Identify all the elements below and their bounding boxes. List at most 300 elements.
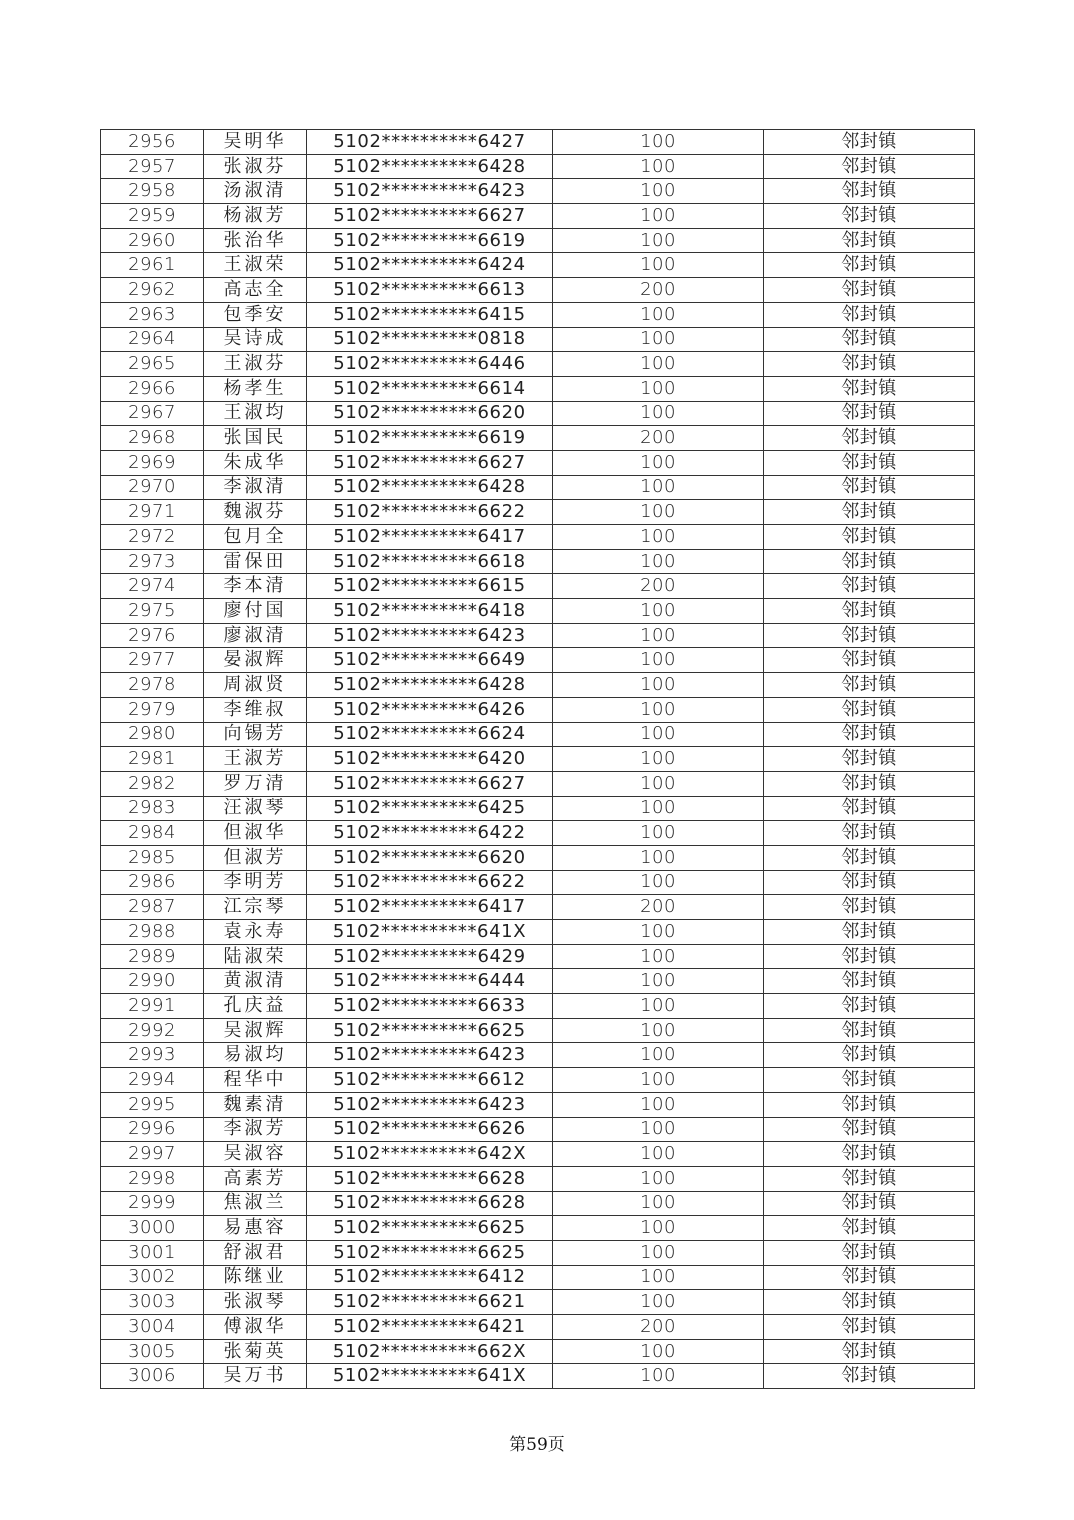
name-cell: 陆淑荣	[204, 944, 307, 969]
serial-number-cell: 2966	[101, 376, 204, 401]
amount-cell: 100	[553, 821, 764, 846]
table-row	[101, 1166, 975, 1191]
town-cell: 邻封镇	[764, 278, 975, 303]
serial-number-cell: 2975	[101, 599, 204, 624]
id-number-cell: 5102**********6423	[307, 1092, 553, 1117]
name-cell: 舒淑君	[204, 1240, 307, 1265]
amount-cell: 100	[553, 253, 764, 278]
town-cell: 邻封镇	[764, 623, 975, 648]
town-cell: 邻封镇	[764, 870, 975, 895]
amount-cell: 100	[553, 352, 764, 377]
serial-number-cell: 2960	[101, 228, 204, 253]
amount-cell: 100	[553, 1142, 764, 1167]
table-row	[101, 845, 975, 870]
table-row	[101, 1240, 975, 1265]
table-row	[101, 253, 975, 278]
id-number-cell: 5102**********6446	[307, 352, 553, 377]
amount-cell: 100	[553, 228, 764, 253]
table-row	[101, 1290, 975, 1315]
amount-cell: 100	[553, 401, 764, 426]
town-cell: 邻封镇	[764, 154, 975, 179]
name-cell: 吴淑容	[204, 1142, 307, 1167]
table-row	[101, 821, 975, 846]
amount-cell: 200	[553, 278, 764, 303]
amount-cell: 100	[553, 673, 764, 698]
town-cell: 邻封镇	[764, 376, 975, 401]
table-row	[101, 1068, 975, 1093]
id-number-cell: 5102**********6415	[307, 302, 553, 327]
serial-number-cell: 2964	[101, 327, 204, 352]
serial-number-cell: 2958	[101, 179, 204, 204]
table-row	[101, 179, 975, 204]
town-cell: 邻封镇	[764, 1043, 975, 1068]
id-number-cell: 5102**********6428	[307, 154, 553, 179]
amount-cell: 100	[553, 130, 764, 155]
serial-number-cell: 2991	[101, 994, 204, 1019]
town-cell: 邻封镇	[764, 969, 975, 994]
town-cell: 邻封镇	[764, 352, 975, 377]
id-number-cell: 5102**********6621	[307, 1290, 553, 1315]
name-cell: 吴明华	[204, 130, 307, 155]
town-cell: 邻封镇	[764, 450, 975, 475]
serial-number-cell: 2965	[101, 352, 204, 377]
id-number-cell: 5102**********6624	[307, 722, 553, 747]
name-cell: 陈继业	[204, 1265, 307, 1290]
serial-number-cell: 2959	[101, 204, 204, 229]
table-row	[101, 722, 975, 747]
table-row	[101, 525, 975, 550]
id-number-cell: 5102**********6619	[307, 426, 553, 451]
serial-number-cell: 2986	[101, 870, 204, 895]
id-number-cell: 5102**********6627	[307, 450, 553, 475]
serial-number-cell: 2997	[101, 1142, 204, 1167]
table-row	[101, 426, 975, 451]
name-cell: 李明芳	[204, 870, 307, 895]
name-cell: 晏淑辉	[204, 648, 307, 673]
table-row	[101, 278, 975, 303]
name-cell: 王淑芬	[204, 352, 307, 377]
table-row	[101, 352, 975, 377]
amount-cell: 100	[553, 1265, 764, 1290]
town-cell: 邻封镇	[764, 1290, 975, 1315]
name-cell: 杨淑芳	[204, 204, 307, 229]
id-number-cell: 5102**********6427	[307, 130, 553, 155]
town-cell: 邻封镇	[764, 228, 975, 253]
serial-number-cell: 2977	[101, 648, 204, 673]
town-cell: 邻封镇	[764, 771, 975, 796]
town-cell: 邻封镇	[764, 1240, 975, 1265]
id-number-cell: 5102**********6628	[307, 1191, 553, 1216]
amount-cell: 100	[553, 1339, 764, 1364]
town-cell: 邻封镇	[764, 426, 975, 451]
serial-number-cell: 2995	[101, 1092, 204, 1117]
name-cell: 魏淑芬	[204, 500, 307, 525]
id-number-cell: 5102**********642X	[307, 1142, 553, 1167]
id-number-cell: 5102**********6627	[307, 771, 553, 796]
id-number-cell: 5102**********6412	[307, 1265, 553, 1290]
id-number-cell: 5102**********6626	[307, 1117, 553, 1142]
id-number-cell: 5102**********6429	[307, 944, 553, 969]
town-cell: 邻封镇	[764, 475, 975, 500]
id-number-cell: 5102**********6421	[307, 1315, 553, 1340]
name-cell: 江宗琴	[204, 895, 307, 920]
serial-number-cell: 2983	[101, 796, 204, 821]
name-cell: 李维叔	[204, 697, 307, 722]
table-row	[101, 327, 975, 352]
table-row	[101, 500, 975, 525]
town-cell: 邻封镇	[764, 525, 975, 550]
name-cell: 但淑芳	[204, 845, 307, 870]
name-cell: 汤淑清	[204, 179, 307, 204]
town-cell: 邻封镇	[764, 500, 975, 525]
roster-table-body	[101, 130, 975, 1389]
amount-cell: 100	[553, 154, 764, 179]
serial-number-cell: 3003	[101, 1290, 204, 1315]
name-cell: 孔庆益	[204, 994, 307, 1019]
name-cell: 杨孝生	[204, 376, 307, 401]
serial-number-cell: 3000	[101, 1216, 204, 1241]
town-cell: 邻封镇	[764, 1315, 975, 1340]
id-number-cell: 5102**********6649	[307, 648, 553, 673]
amount-cell: 100	[553, 302, 764, 327]
amount-cell: 100	[553, 1068, 764, 1093]
serial-number-cell: 2994	[101, 1068, 204, 1093]
amount-cell: 100	[553, 722, 764, 747]
amount-cell: 100	[553, 1018, 764, 1043]
town-cell: 邻封镇	[764, 179, 975, 204]
town-cell: 邻封镇	[764, 1166, 975, 1191]
name-cell: 罗万清	[204, 771, 307, 796]
amount-cell: 100	[553, 697, 764, 722]
town-cell: 邻封镇	[764, 673, 975, 698]
serial-number-cell: 2969	[101, 450, 204, 475]
name-cell: 王淑荣	[204, 253, 307, 278]
name-cell: 张国民	[204, 426, 307, 451]
serial-number-cell: 2962	[101, 278, 204, 303]
amount-cell: 200	[553, 426, 764, 451]
serial-number-cell: 2978	[101, 673, 204, 698]
id-number-cell: 5102**********6418	[307, 599, 553, 624]
town-cell: 邻封镇	[764, 130, 975, 155]
serial-number-cell: 2971	[101, 500, 204, 525]
serial-number-cell: 3006	[101, 1364, 204, 1389]
serial-number-cell: 2987	[101, 895, 204, 920]
id-number-cell: 5102**********6428	[307, 475, 553, 500]
amount-cell: 100	[553, 944, 764, 969]
id-number-cell: 5102**********6422	[307, 821, 553, 846]
amount-cell: 100	[553, 376, 764, 401]
town-cell: 邻封镇	[764, 845, 975, 870]
serial-number-cell: 2979	[101, 697, 204, 722]
name-cell: 张菊英	[204, 1339, 307, 1364]
amount-cell: 100	[553, 845, 764, 870]
serial-number-cell: 2982	[101, 771, 204, 796]
id-number-cell: 5102**********6620	[307, 845, 553, 870]
id-number-cell: 5102**********6628	[307, 1166, 553, 1191]
amount-cell: 100	[553, 1043, 764, 1068]
id-number-cell: 5102**********6423	[307, 179, 553, 204]
amount-cell: 100	[553, 450, 764, 475]
table-row	[101, 475, 975, 500]
serial-number-cell: 2985	[101, 845, 204, 870]
town-cell: 邻封镇	[764, 944, 975, 969]
table-row	[101, 895, 975, 920]
amount-cell: 100	[553, 1191, 764, 1216]
serial-number-cell: 2957	[101, 154, 204, 179]
amount-cell: 100	[553, 870, 764, 895]
town-cell: 邻封镇	[764, 796, 975, 821]
serial-number-cell: 2968	[101, 426, 204, 451]
id-number-cell: 5102**********6615	[307, 574, 553, 599]
amount-cell: 100	[553, 969, 764, 994]
id-number-cell: 5102**********6625	[307, 1216, 553, 1241]
amount-cell: 200	[553, 574, 764, 599]
amount-cell: 100	[553, 1117, 764, 1142]
table-row	[101, 697, 975, 722]
name-cell: 廖淑清	[204, 623, 307, 648]
serial-number-cell: 2974	[101, 574, 204, 599]
name-cell: 程华中	[204, 1068, 307, 1093]
town-cell: 邻封镇	[764, 204, 975, 229]
town-cell: 邻封镇	[764, 1364, 975, 1389]
amount-cell: 100	[553, 327, 764, 352]
town-cell: 邻封镇	[764, 1339, 975, 1364]
table-row	[101, 302, 975, 327]
amount-cell: 100	[553, 796, 764, 821]
amount-cell: 100	[553, 549, 764, 574]
amount-cell: 100	[553, 623, 764, 648]
amount-cell: 100	[553, 994, 764, 1019]
name-cell: 周淑贤	[204, 673, 307, 698]
town-cell: 邻封镇	[764, 994, 975, 1019]
amount-cell: 200	[553, 895, 764, 920]
name-cell: 高素芳	[204, 1166, 307, 1191]
table-row	[101, 130, 975, 155]
town-cell: 邻封镇	[764, 574, 975, 599]
table-row	[101, 920, 975, 945]
id-number-cell: 5102**********6622	[307, 870, 553, 895]
name-cell: 朱成华	[204, 450, 307, 475]
table-row	[101, 599, 975, 624]
name-cell: 魏素清	[204, 1092, 307, 1117]
id-number-cell: 5102**********0818	[307, 327, 553, 352]
table-row	[101, 623, 975, 648]
amount-cell: 100	[553, 920, 764, 945]
id-number-cell: 5102**********6613	[307, 278, 553, 303]
table-row	[101, 1117, 975, 1142]
serial-number-cell: 2988	[101, 920, 204, 945]
name-cell: 包月全	[204, 525, 307, 550]
table-row	[101, 1018, 975, 1043]
name-cell: 张淑琴	[204, 1290, 307, 1315]
serial-number-cell: 2990	[101, 969, 204, 994]
name-cell: 雷保田	[204, 549, 307, 574]
town-cell: 邻封镇	[764, 722, 975, 747]
id-number-cell: 5102**********6423	[307, 1043, 553, 1068]
name-cell: 王淑均	[204, 401, 307, 426]
serial-number-cell: 2963	[101, 302, 204, 327]
serial-number-cell: 3002	[101, 1265, 204, 1290]
table-row	[101, 1315, 975, 1340]
name-cell: 吴淑辉	[204, 1018, 307, 1043]
name-cell: 但淑华	[204, 821, 307, 846]
serial-number-cell: 2956	[101, 130, 204, 155]
id-number-cell: 5102**********6612	[307, 1068, 553, 1093]
town-cell: 邻封镇	[764, 1216, 975, 1241]
town-cell: 邻封镇	[764, 302, 975, 327]
id-number-cell: 5102**********641X	[307, 920, 553, 945]
name-cell: 高志全	[204, 278, 307, 303]
serial-number-cell: 2981	[101, 747, 204, 772]
table-row	[101, 574, 975, 599]
id-number-cell: 5102**********662X	[307, 1339, 553, 1364]
town-cell: 邻封镇	[764, 1018, 975, 1043]
amount-cell: 100	[553, 1166, 764, 1191]
name-cell: 廖付国	[204, 599, 307, 624]
table-row	[101, 673, 975, 698]
amount-cell: 100	[553, 747, 764, 772]
serial-number-cell: 3001	[101, 1240, 204, 1265]
table-row	[101, 204, 975, 229]
table-row	[101, 1364, 975, 1389]
name-cell: 焦淑兰	[204, 1191, 307, 1216]
serial-number-cell: 2999	[101, 1191, 204, 1216]
name-cell: 吴诗成	[204, 327, 307, 352]
table-row	[101, 228, 975, 253]
id-number-cell: 5102**********6424	[307, 253, 553, 278]
table-row	[101, 1191, 975, 1216]
serial-number-cell: 2993	[101, 1043, 204, 1068]
town-cell: 邻封镇	[764, 253, 975, 278]
town-cell: 邻封镇	[764, 1068, 975, 1093]
table-row	[101, 376, 975, 401]
amount-cell: 200	[553, 1315, 764, 1340]
name-cell: 吴万书	[204, 1364, 307, 1389]
serial-number-cell: 3004	[101, 1315, 204, 1340]
name-cell: 向锡芳	[204, 722, 307, 747]
amount-cell: 100	[553, 525, 764, 550]
amount-cell: 100	[553, 648, 764, 673]
table-row	[101, 1142, 975, 1167]
amount-cell: 100	[553, 1216, 764, 1241]
amount-cell: 100	[553, 500, 764, 525]
town-cell: 邻封镇	[764, 549, 975, 574]
amount-cell: 100	[553, 1240, 764, 1265]
amount-cell: 100	[553, 1364, 764, 1389]
id-number-cell: 5102**********6426	[307, 697, 553, 722]
town-cell: 邻封镇	[764, 697, 975, 722]
id-number-cell: 5102**********641X	[307, 1364, 553, 1389]
table-row	[101, 994, 975, 1019]
id-number-cell: 5102**********6622	[307, 500, 553, 525]
town-cell: 邻封镇	[764, 895, 975, 920]
town-cell: 邻封镇	[764, 747, 975, 772]
amount-cell: 100	[553, 1092, 764, 1117]
id-number-cell: 5102**********6633	[307, 994, 553, 1019]
name-cell: 李淑清	[204, 475, 307, 500]
id-number-cell: 5102**********6417	[307, 525, 553, 550]
name-cell: 黄淑清	[204, 969, 307, 994]
id-number-cell: 5102**********6625	[307, 1018, 553, 1043]
id-number-cell: 5102**********6627	[307, 204, 553, 229]
id-number-cell: 5102**********6618	[307, 549, 553, 574]
serial-number-cell: 2961	[101, 253, 204, 278]
name-cell: 张治华	[204, 228, 307, 253]
town-cell: 邻封镇	[764, 327, 975, 352]
table-row	[101, 870, 975, 895]
table-row	[101, 771, 975, 796]
roster-table	[100, 129, 975, 1389]
name-cell: 张淑芬	[204, 154, 307, 179]
name-cell: 易惠容	[204, 1216, 307, 1241]
table-row	[101, 154, 975, 179]
id-number-cell: 5102**********6428	[307, 673, 553, 698]
serial-number-cell: 2973	[101, 549, 204, 574]
serial-number-cell: 2992	[101, 1018, 204, 1043]
name-cell: 汪淑琴	[204, 796, 307, 821]
id-number-cell: 5102**********6625	[307, 1240, 553, 1265]
serial-number-cell: 2980	[101, 722, 204, 747]
table-row	[101, 969, 975, 994]
town-cell: 邻封镇	[764, 648, 975, 673]
town-cell: 邻封镇	[764, 1117, 975, 1142]
serial-number-cell: 2976	[101, 623, 204, 648]
serial-number-cell: 2970	[101, 475, 204, 500]
table-row	[101, 944, 975, 969]
table-row	[101, 1043, 975, 1068]
id-number-cell: 5102**********6444	[307, 969, 553, 994]
name-cell: 李淑芳	[204, 1117, 307, 1142]
table-row	[101, 450, 975, 475]
table-row	[101, 1265, 975, 1290]
town-cell: 邻封镇	[764, 920, 975, 945]
town-cell: 邻封镇	[764, 599, 975, 624]
town-cell: 邻封镇	[764, 821, 975, 846]
amount-cell: 100	[553, 599, 764, 624]
id-number-cell: 5102**********6420	[307, 747, 553, 772]
name-cell: 李本清	[204, 574, 307, 599]
name-cell: 易淑均	[204, 1043, 307, 1068]
table-row	[101, 1092, 975, 1117]
serial-number-cell: 3005	[101, 1339, 204, 1364]
id-number-cell: 5102**********6619	[307, 228, 553, 253]
serial-number-cell: 2996	[101, 1117, 204, 1142]
serial-number-cell: 2998	[101, 1166, 204, 1191]
name-cell: 袁永寿	[204, 920, 307, 945]
table-row	[101, 1216, 975, 1241]
id-number-cell: 5102**********6425	[307, 796, 553, 821]
amount-cell: 100	[553, 204, 764, 229]
amount-cell: 100	[553, 1290, 764, 1315]
serial-number-cell: 2984	[101, 821, 204, 846]
table-row	[101, 401, 975, 426]
table-row	[101, 796, 975, 821]
page-number: 第59页	[509, 1435, 565, 1455]
town-cell: 邻封镇	[764, 1265, 975, 1290]
name-cell: 王淑芳	[204, 747, 307, 772]
id-number-cell: 5102**********6620	[307, 401, 553, 426]
id-number-cell: 5102**********6417	[307, 895, 553, 920]
town-cell: 邻封镇	[764, 1191, 975, 1216]
amount-cell: 100	[553, 475, 764, 500]
table-row	[101, 747, 975, 772]
name-cell: 包季安	[204, 302, 307, 327]
table-row	[101, 1339, 975, 1364]
table-row	[101, 549, 975, 574]
name-cell: 傅淑华	[204, 1315, 307, 1340]
town-cell: 邻封镇	[764, 401, 975, 426]
serial-number-cell: 2972	[101, 525, 204, 550]
